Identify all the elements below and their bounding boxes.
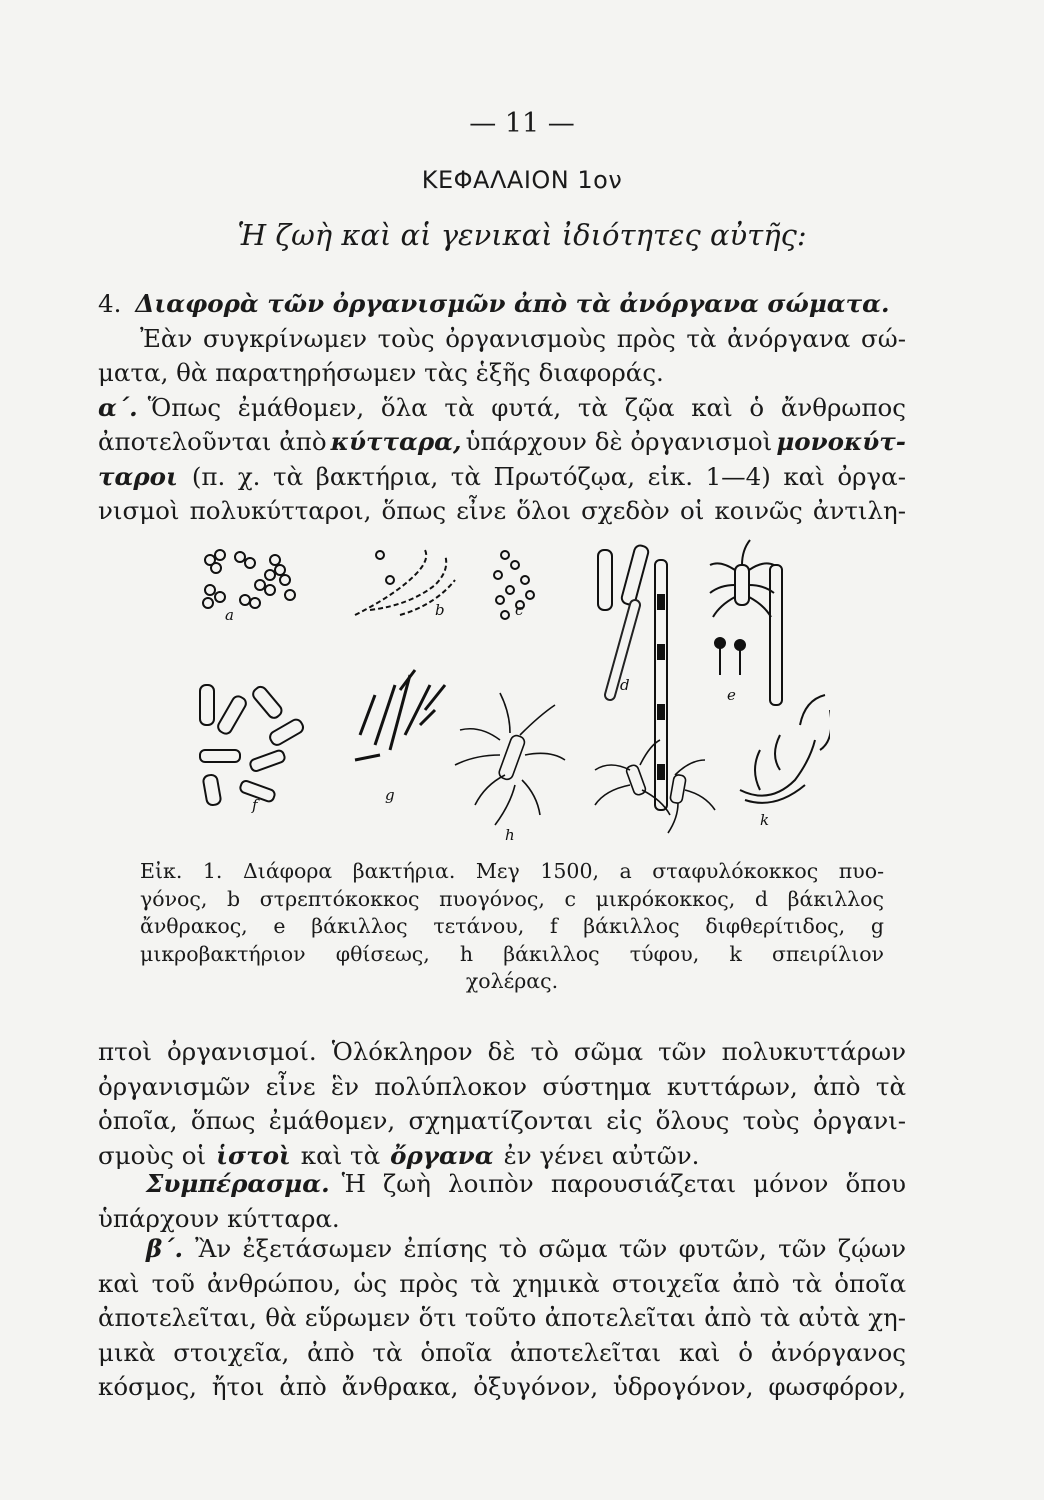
figure-label-d: d <box>620 676 630 694</box>
anthrax-bacillus-drawing <box>598 544 667 810</box>
figure-label-h: h <box>505 826 515 844</box>
paragraph-line: α΄. Ὅπως ἐμάθομεν, ὅλα τὰ φυτά, τὰ ζῷα καὶ ὁ ἄνθρωπος <box>98 391 906 426</box>
conclusion-paragraph: Συμπέρασμα. Ἡ ζωὴ λοιπὸν παρουσιάζεται μόνον ὅπου ὑπάρχουν κύτταρα. <box>98 1169 906 1233</box>
paragraph-line: ματα, θὰ παρατηρήσωμεν τὰς ἑξῆς διαφοράς. <box>98 358 664 387</box>
tuberculosis-bacillus-drawing <box>355 670 445 760</box>
paragraph-line: ἀποτελοῦνται ἀπὸ κύτταρα, ὑπάρχουν δὲ ὀργανισμοὶ μονοκύτ- <box>98 425 906 460</box>
section-beta: β΄. Ἂν ἐξετάσωμεν ἐπίσης τὸ σῶμα τῶν φυτῶν, τῶν ζῴων καὶ τοῦ ἀνθρώπου, ὡς πρὸς τὰ χημικὰ στοιχεῖα ἀπὸ τὰ ὁποῖα ἀποτελεῖται, θὰ εὕρωμεν ὅτι τοῦτο ἀποτελεῖται ἀπὸ τὰ αὐτὰ χη- μικὰ στοιχεῖα, ἀπὸ τὰ ὁποῖα ἀποτελεῖται καὶ ὁ ἀνόργανος κόσμος, ἤτοι ἀπὸ ἄνθρακα, ὀξυγόνον, ὑδρογόνον, φωσφόρον, <box>98 1234 906 1401</box>
typhoid-bacillus-drawing <box>455 693 715 833</box>
staphylococcus-drawing <box>203 550 295 608</box>
figure-label-k: k <box>760 811 770 829</box>
cholera-spirillum-drawing <box>740 695 830 803</box>
micrococcus-drawing <box>494 551 534 619</box>
section-number: 4. <box>98 289 122 318</box>
term-organa: ὄργανα <box>390 1140 494 1170</box>
conclusion-label: Συμπέρασμα. <box>146 1169 330 1198</box>
page-number: — 11 — <box>469 108 575 139</box>
term-kyttara: κύτταρα, <box>330 427 462 456</box>
section-4 <box>98 287 906 529</box>
term-istoi: ἱστοὶ <box>216 1140 291 1170</box>
term-monokyttaroi: μονοκύτ- <box>776 427 906 456</box>
chapter-title: Ἡ ζωὴ καὶ αἱ γενικαὶ ἰδιότητες αὐτῆς: <box>237 218 807 252</box>
diphtheria-bacillus-drawing <box>200 684 305 806</box>
figure-label-e: e <box>727 686 736 704</box>
point-alpha-label: α΄. <box>98 392 138 422</box>
section-heading-text: Διαφορὰ τῶν ὀργανισμῶν ἀπὸ τὰ ἀνόργανα σώματα. <box>135 289 890 318</box>
flagellated-bacillus-drawing <box>710 540 774 617</box>
figure-label-b: b <box>435 601 445 619</box>
figure-label-g: g <box>385 786 395 804</box>
paragraph-line: Ἐὰν συγκρίνωμεν τοὺς ὀργανισμοὺς πρὸς τὰ ἀνόργανα σώ- <box>140 323 906 353</box>
paragraph-continuation: πτοὶ ὀργανισμοί. Ὁλόκληρον δὲ τὸ σῶμα τῶν πολυκυττάρων ὀργανισμῶν εἶνε ἓν πολύπλοκον σύστημα κυττάρων, ἀπὸ τὰ ὁποῖα, ὅπως ἐμάθομεν, σχηματίζονται εἰς ὅλους τοὺς ὀργανι- σμοὺς οἱ ἱστοὶ καὶ τὰ ὄργανα ἐν γένει αὐτῶν. <box>98 1035 906 1173</box>
figure-label-c: c <box>515 601 524 619</box>
paragraph-line: ταροι (π. χ. τὰ βακτήρια, τὰ Πρωτόζῳα, εἰκ. 1—4) καὶ ὀργα- <box>98 461 906 491</box>
figure-caption: Εἰκ. 1. Διάφορα βακτήρια. Μεγ 1500, a σταφυλόκοκκος πυο- γόνος, b στρεπτόκοκκος πυογόνος, c μικρόκοκκος, d βάκιλλος ἄνθρακος, e βάκιλλος τετάνου, f βάκιλλος διφθερίτιδος, g μικροβακτήριον φθίσεως, h βάκιλλος τύφου, k σπειρίλιον χολέρας. <box>140 859 884 993</box>
section-heading <box>98 287 906 322</box>
bacteria-figure <box>180 535 830 850</box>
figure-label-f: f <box>252 796 258 814</box>
chapter-heading: ΚΕΦΑΛΑΙΟΝ 1ον <box>421 166 623 194</box>
paragraph-line: νισμοὶ πολυκύτταροι, ὅπως εἶνε ὅλοι σχεδὸν οἱ κοινῶς ἀντιλη- <box>98 496 906 525</box>
point-beta-label: β΄. <box>146 1234 184 1263</box>
figure-label-a: a <box>225 606 234 624</box>
